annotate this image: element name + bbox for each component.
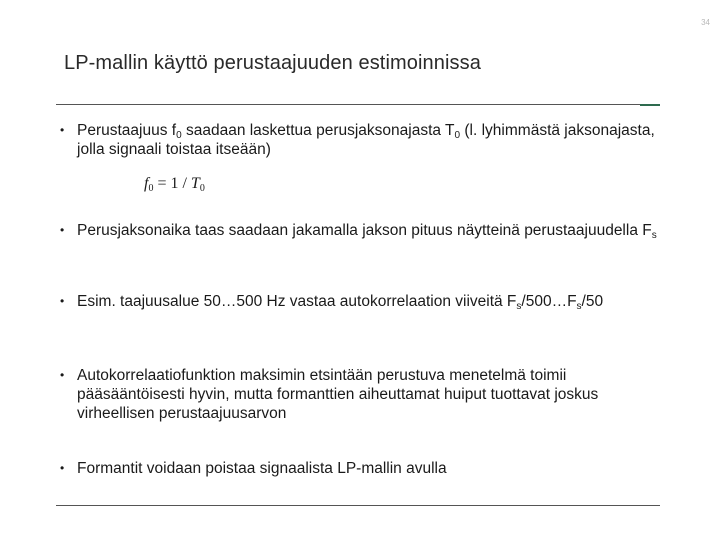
bullet-text (77, 221, 660, 240)
subscript: 0 (454, 130, 461, 141)
text-segment: /50 (581, 293, 604, 310)
formula-f0 (144, 175, 205, 193)
bullet-marker: • (60, 294, 65, 308)
slide-title: LP-mallin käyttö perustaajuuden estimoinnissa (64, 52, 481, 74)
bullet-text: Autokorrelaatiofunktion maksimin etsintään perustuva menetelmä toimii pääsääntöisesti hyvin, mutta formanttien aiheuttamat huiput tuottavat joskus virheellisen perustaajuusarvon (77, 367, 599, 422)
bullet-text: Formantit voidaan poistaa signaalista LP-mallin avulla (77, 460, 447, 477)
bullet-text (77, 121, 660, 159)
bullet-marker: • (60, 368, 65, 382)
formula-variable: f (144, 175, 149, 192)
subscript: s (576, 301, 582, 312)
title-divider (56, 104, 660, 105)
text-segment: Perustaajuus f (77, 122, 177, 139)
bullet-marker: • (60, 123, 65, 137)
text-segment: Esim. taajuusalue 50…500 Hz vastaa autokorrelaation viiveitä F (77, 293, 517, 310)
bullet-example-range (60, 292, 660, 311)
bullet-autocorrelation-method (60, 366, 660, 423)
page-number: 34 (701, 18, 710, 27)
text-segment: Perusjaksonaika taas saadaan jakamalla jakson pituus näytteinä perustaajuudella F (77, 222, 652, 239)
bullet-text (77, 292, 660, 311)
footer-divider (56, 505, 660, 506)
subscript: s (651, 230, 657, 241)
formula-variable: T (190, 175, 200, 192)
bullet-marker: • (60, 461, 65, 475)
accent-bar (640, 104, 660, 106)
text-segment: (l. lyhimmästä jaksonajasta, jolla signaali toistaa itseään) (77, 122, 655, 158)
subscript: 0 (176, 130, 182, 141)
bullet-formant-removal (60, 459, 660, 478)
bullet-period-length (60, 221, 660, 240)
bullet-fundamental-frequency (60, 121, 660, 159)
formula-subscript: 0 (199, 183, 205, 194)
bullet-marker: • (60, 223, 65, 237)
subscript: s (516, 301, 522, 312)
text-segment: saadaan laskettua perusjaksonajasta T (181, 122, 455, 139)
formula-subscript: 0 (148, 183, 154, 194)
formula-operator: = 1 / (153, 175, 191, 192)
text-segment: /500…F (521, 293, 577, 310)
